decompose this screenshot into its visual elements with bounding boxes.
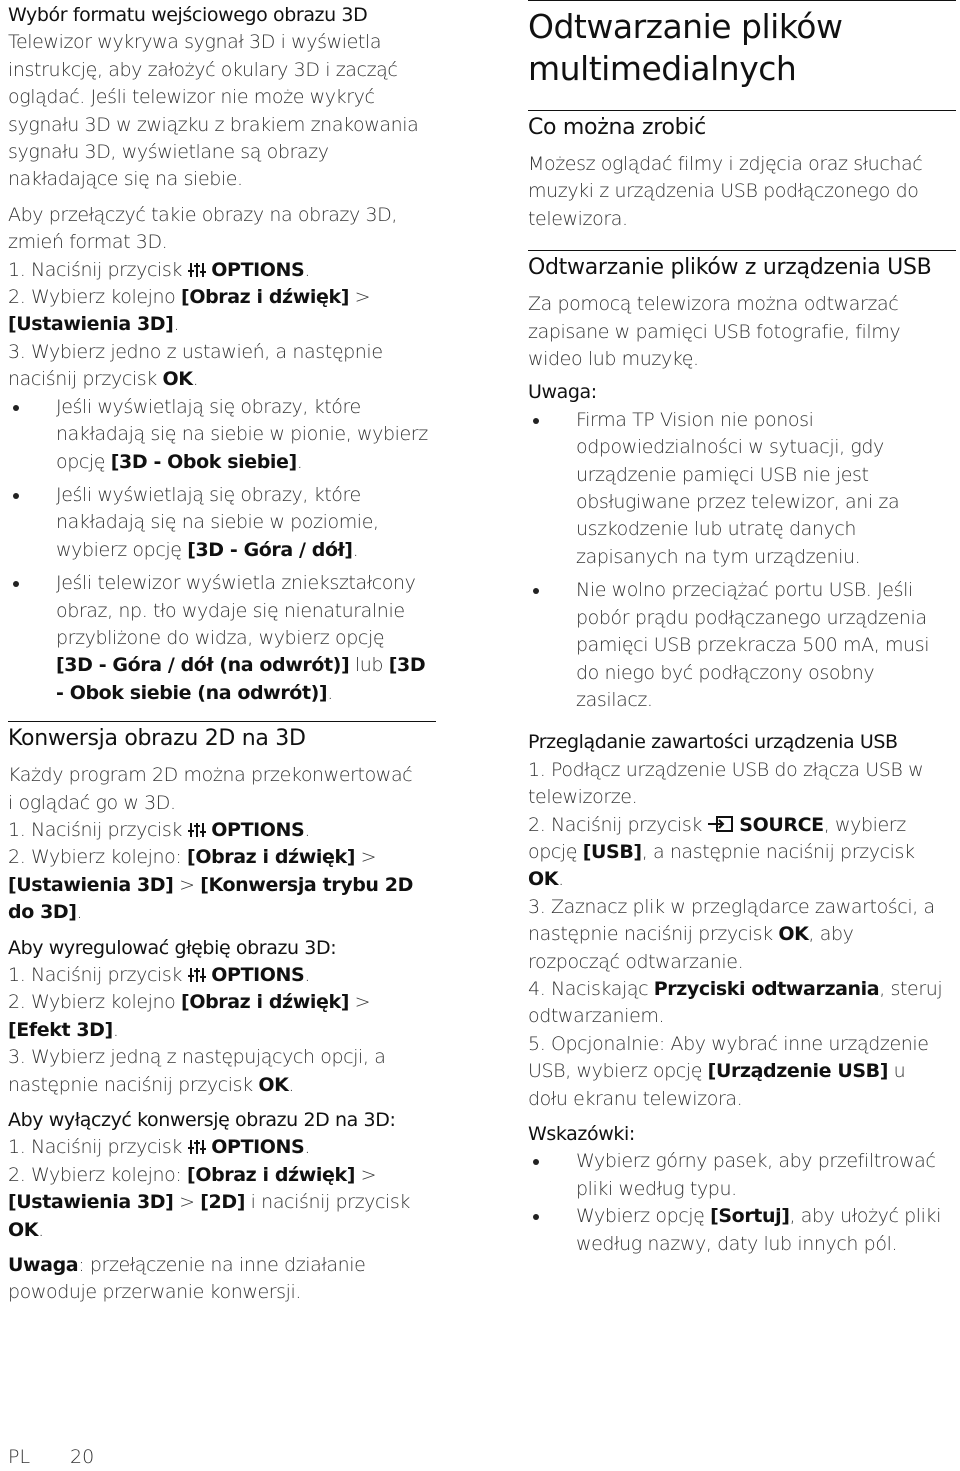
page-title: Odtwarzanie plików — [528, 7, 843, 46]
browse-5: 5. Opcjonalnie: Aby wybrać inne urządzenie — [528, 1032, 929, 1055]
s2-intro-1: i oglądać go w 3D. — [8, 791, 176, 814]
browse-1: 1. Podłącz urządzenie USB do złącza USB w — [528, 758, 924, 781]
heading-tips: Wskazówki: — [528, 1123, 635, 1145]
s1-step-3b: naciśnij przycisk OK. — [8, 368, 199, 391]
browse-3b: następnie naciśnij przycisk OK, aby — [528, 923, 854, 946]
section-divider — [8, 721, 436, 722]
tips-bullets — [528, 1148, 956, 1258]
s1-step-1: 1. Naciśnij przycisk OPTIONS. — [8, 258, 310, 281]
page-footer — [8, 1446, 94, 1468]
s2-note: Uwaga: przełączenie na inne działanie — [8, 1254, 366, 1277]
options-icon — [188, 967, 206, 983]
heading-usb-play: Odtwarzanie plików z urządzenia USB — [528, 255, 932, 281]
s1-intro-1: instrukcję, aby założyć okulary 3D i zacząć — [8, 58, 398, 81]
heading-3d-input-format: Wybór formatu wejściowego obrazu 3D — [8, 4, 368, 26]
depth-step-3b: następnie naciśnij przycisk OK. — [8, 1073, 295, 1096]
browse-2c: OK. — [528, 868, 564, 891]
list-item: Firma TP Vision nie ponosi odpowiedzialności w sytuacji, gdy urządzenie pamięci USB nie jest obsługiwane przez telewizor, ani za uszkodzenie lub utratę danych zapisanych na tym urządzeniu. — [528, 407, 956, 571]
browse-3: 3. Zaznacz plik w przeglądarce zawartości, a — [528, 895, 935, 918]
depth-step-3: 3. Wybierz jedną z następujących opcji, a — [8, 1046, 386, 1069]
off-step-1: 1. Naciśnij przycisk OPTIONS. — [8, 1136, 310, 1159]
s2-step-2b: [Ustawienia 3D] > [Konwersja trybu 2D — [8, 873, 413, 896]
can-2: telewizora. — [528, 207, 628, 230]
heading-disable: Aby wyłączyć konwersję obrazu 2D na 3D: — [8, 1109, 396, 1132]
browse-1b: telewizorze. — [528, 786, 638, 809]
right-column — [528, 0, 956, 1258]
depth-step-2b: [Efekt 3D]. — [8, 1018, 119, 1041]
s1-intro-0: Telewizor wykrywa sygnał 3D i wyświetla — [8, 31, 382, 54]
browse-4b: odtwarzaniem. — [528, 1005, 665, 1028]
depth-step-2: 2. Wybierz kolejno [Obraz i dźwięk] > — [8, 991, 371, 1014]
s2-step-1: 1. Naciśnij przycisk OPTIONS. — [8, 818, 310, 841]
s1-intro-2: oglądać. Jeśli telewizor nie może wykryć — [8, 86, 375, 109]
top-rule — [528, 0, 956, 1]
browse-5b: USB, wybierz opcję [Urządzenie USB] u — [528, 1060, 906, 1083]
s1-step-2b: [Ustawienia 3D]. — [8, 313, 180, 336]
browse-2: 2. Naciśnij przycisk SOURCE, wybierz — [528, 813, 906, 836]
depth-step-1: 1. Naciśnij przycisk OPTIONS. — [8, 964, 310, 986]
list-item: Jeśli wyświetlają się obrazy, które nakładają się na siebie w pionie, wybierz opcję [3D - Obok siebie]. — [8, 394, 440, 476]
list-item: Wybierz górny pasek, aby przefiltrować pliki według typu. — [528, 1148, 956, 1203]
s1-switch-1: zmień format 3D. — [8, 231, 168, 254]
usb-2: wideo lub muzykę. — [528, 348, 699, 371]
s2-note-b: powoduje przerwanie konwersji. — [8, 1281, 302, 1304]
s1-intro-4: sygnału 3D, wyświetlane są obrazy — [8, 141, 329, 164]
browse-3c: rozpocząć odtwarzanie. — [528, 950, 744, 973]
s1-bullets — [8, 394, 440, 707]
browse-4: 4. Naciskając Przyciski odtwarzania, steruj — [528, 977, 943, 1000]
section-divider — [528, 250, 956, 251]
options-icon — [188, 1139, 206, 1155]
list-item: Wybierz opcję [Sortuj], aby ułożyć pliki według nazwy, daty lub innych pól. — [528, 1203, 956, 1258]
can-1: muzyki z urządzenia USB podłączonego do — [528, 180, 919, 203]
list-item: Nie wolno przeciążać portu USB. Jeśli pobór prądu podłączanego urządzenia pamięci USB przekracza 500 mA, musi do niego być podłączony osobny zasilacz. — [528, 577, 956, 714]
off-step-2c: OK. — [8, 1218, 44, 1241]
usb-0: Za pomocą telewizora można odtwarzać — [528, 293, 899, 316]
s1-intro-3: sygnału 3D w związku z brakiem znakowania — [8, 113, 419, 136]
s1-switch-0: Aby przełączyć takie obrazy na obrazy 3D, — [8, 203, 398, 226]
s2-step-2: 2. Wybierz kolejno: [Obraz i dźwięk] > — [8, 846, 377, 869]
note-bullets — [528, 407, 956, 714]
heading-note: Uwaga: — [528, 381, 597, 404]
off-step-2: 2. Wybierz kolejno: [Obraz i dźwięk] > — [8, 1163, 377, 1186]
s1-step-3: 3. Wybierz jedno z ustawień, a następnie — [8, 340, 383, 363]
s2-step-2c: do 3D]. — [8, 901, 83, 924]
s1-step-2: 2. Wybierz kolejno [Obraz i dźwięk] > — [8, 286, 371, 309]
usb-1: zapisane w pamięci USB fotografie, filmy — [528, 320, 901, 343]
can-0: Możesz oglądać filmy i zdjęcia oraz słuchać — [528, 153, 923, 175]
options-icon — [188, 262, 206, 278]
page-title-2: multimedialnych — [528, 49, 797, 88]
heading-what-can: Co można zrobić — [528, 115, 706, 140]
heading-depth: Aby wyregulować głębię obrazu 3D: — [8, 936, 337, 959]
list-item: Jeśli wyświetlają się obrazy, które nakładają się na siebie w poziomie, wybierz opcję [3D - Góra / dół]. — [8, 482, 440, 564]
left-column — [8, 0, 440, 1307]
source-icon — [708, 815, 734, 833]
options-icon — [188, 822, 206, 838]
s2-intro-0: Każdy program 2D można przekonwertować — [8, 764, 413, 787]
s1-intro-5: nakładające się na siebie. — [8, 168, 243, 191]
list-item: Jeśli telewizor wyświetla zniekształcony obraz, np. tło wydaje się nienaturalnie przybliżone do widza, wybierz opcję [3D - Góra / dół (na odwrót)] lub [3D - Obok siebie (na odwrót)]. — [8, 570, 440, 707]
heading-browse: Przeglądanie zawartości urządzenia USB — [528, 731, 898, 754]
page-number: 20 — [70, 1446, 95, 1468]
off-step-2b: [Ustawienia 3D] > [2D] i naciśnij przycisk — [8, 1191, 411, 1214]
footer-lang: PL — [8, 1446, 31, 1468]
browse-2b: opcję [USB], a następnie naciśnij przycisk — [528, 840, 915, 863]
section-divider — [528, 110, 956, 111]
heading-2d-to-3d: Konwersja obrazu 2D na 3D — [8, 726, 306, 752]
browse-5c: dołu ekranu telewizora. — [528, 1087, 743, 1110]
